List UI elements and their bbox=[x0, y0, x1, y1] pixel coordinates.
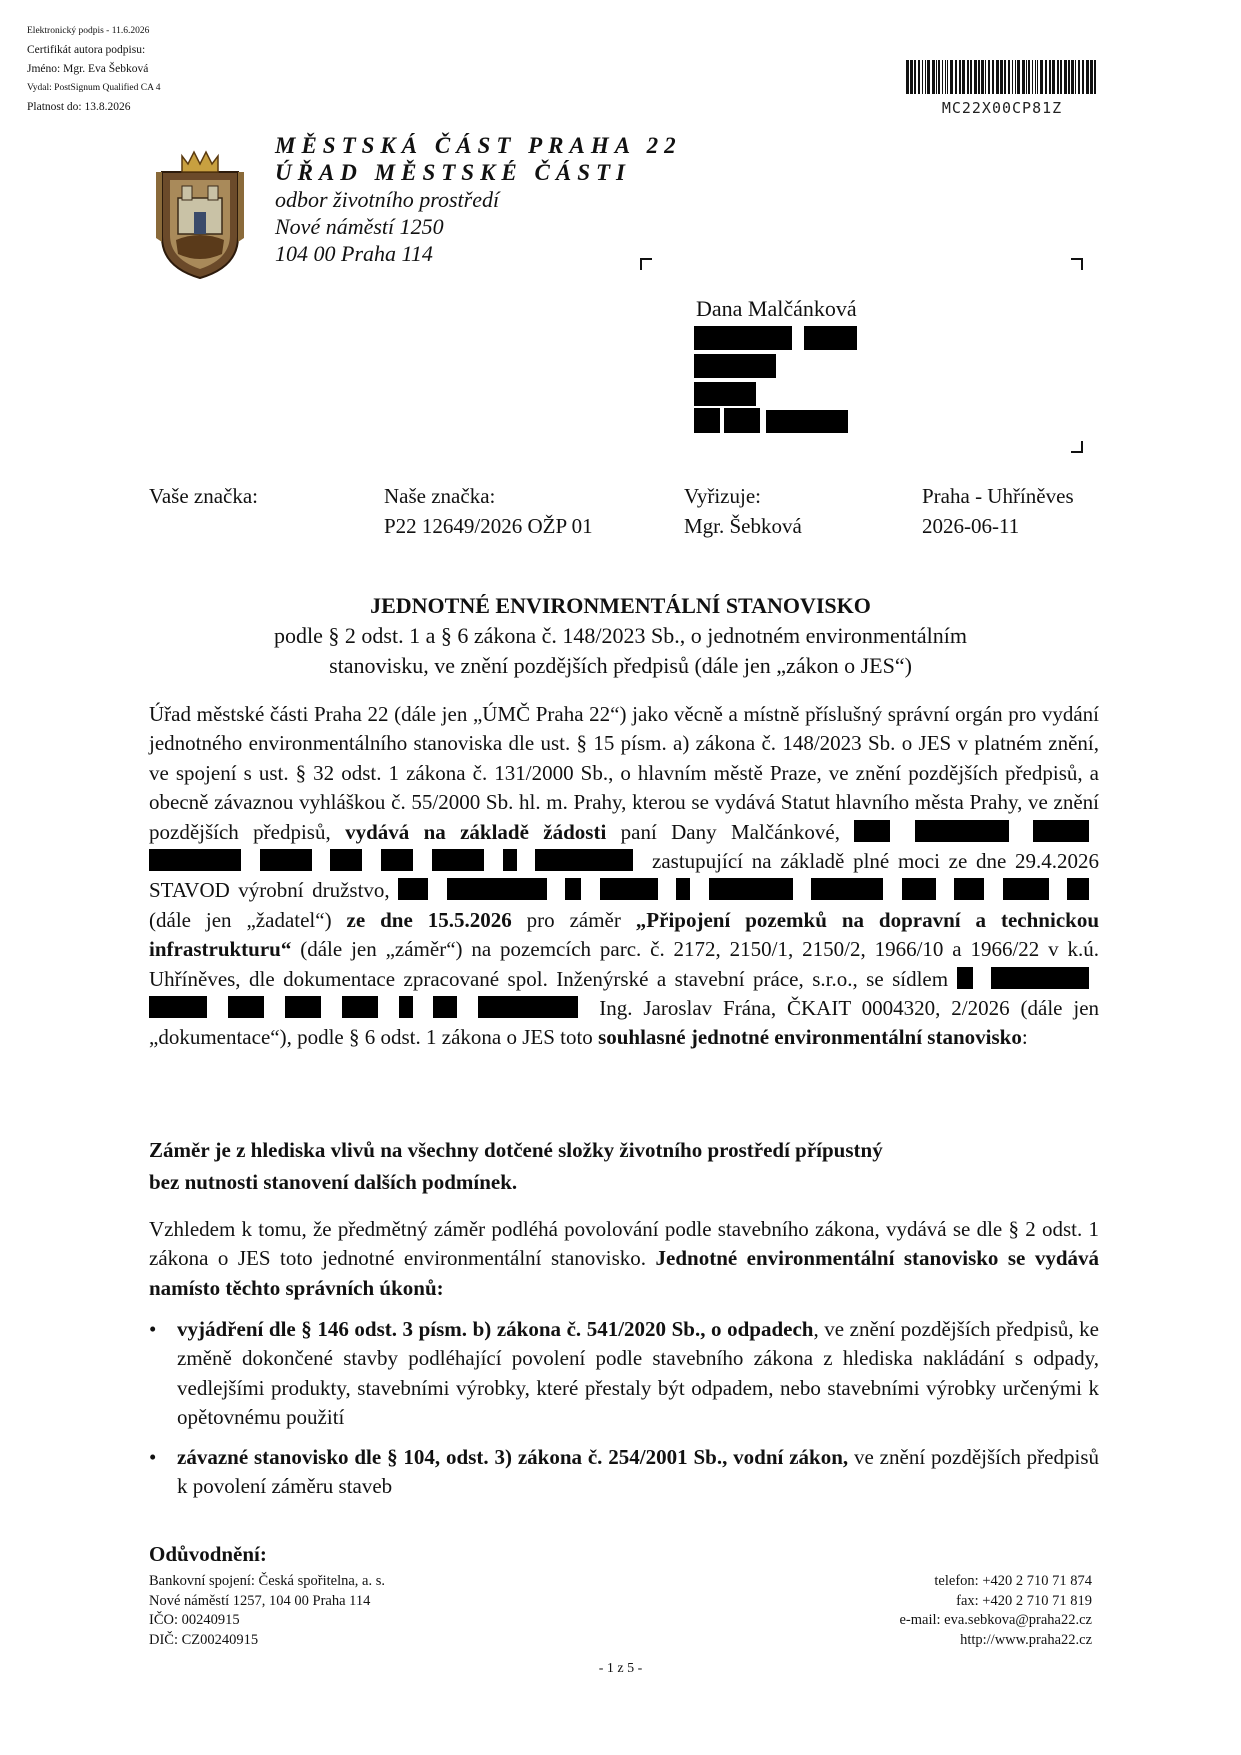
office-department: odbor životního prostředí bbox=[275, 187, 500, 212]
barcode-bar bbox=[918, 60, 920, 94]
list-item bbox=[149, 1443, 1099, 1502]
signature-line: Vydal: PostSignum Qualified CA 4 bbox=[27, 83, 161, 93]
redaction bbox=[709, 878, 793, 900]
bold-text: závazné stanovisko dle § 104, odst. 3) zákona č. 254/2001 Sb., vodní zákon, bbox=[177, 1445, 849, 1469]
barcode-bar bbox=[910, 60, 913, 94]
addressee-name: Dana Malčánková bbox=[696, 296, 857, 321]
redaction bbox=[565, 878, 581, 900]
main-paragraph bbox=[149, 700, 1099, 1053]
our-ref-value: P22 12649/2026 OŽP 01 bbox=[384, 514, 593, 538]
barcode-bar bbox=[1017, 60, 1020, 94]
barcode-bar bbox=[914, 60, 916, 94]
redaction bbox=[957, 967, 973, 989]
barcode-bar bbox=[945, 60, 946, 94]
redaction bbox=[854, 820, 890, 842]
redaction bbox=[399, 996, 413, 1018]
barcode-bar bbox=[1040, 60, 1043, 94]
document-subtitle-line: stanovisku, ve znění pozdějších předpisů (dále jen „zákon o JES“) bbox=[329, 653, 912, 678]
decision-line: bez nutnosti stanovení dalších podmínek. bbox=[149, 1170, 518, 1194]
footer-address: Nové náměstí 1257, 104 00 Praha 114 bbox=[149, 1592, 371, 1609]
barcode-bar bbox=[1026, 60, 1027, 94]
redaction bbox=[676, 878, 690, 900]
barcode-bars bbox=[904, 60, 1100, 94]
signature-line: Jméno: Mgr. Eva Šebková bbox=[27, 63, 149, 75]
barcode-bar bbox=[1082, 60, 1084, 94]
your-ref-label: Vaše značka: bbox=[149, 484, 259, 508]
place: Praha - Uhříněves bbox=[922, 484, 1074, 508]
barcode-bar bbox=[955, 60, 957, 94]
barcode-bar bbox=[1090, 60, 1093, 94]
barcode-bar bbox=[970, 60, 972, 94]
our-ref-label: Naše značka: bbox=[384, 484, 496, 508]
barcode-bar bbox=[988, 60, 990, 94]
barcode-bar bbox=[962, 60, 965, 94]
office-city: 104 00 Praha 114 bbox=[275, 241, 433, 266]
redaction bbox=[398, 878, 428, 900]
redaction bbox=[600, 878, 658, 900]
redaction bbox=[811, 878, 883, 900]
barcode-bar bbox=[1052, 60, 1055, 94]
page-number: - 1 z 5 - bbox=[598, 1661, 643, 1676]
barcode-bar bbox=[906, 60, 909, 94]
address-corner-mark bbox=[1071, 441, 1083, 453]
redaction bbox=[149, 849, 241, 871]
footer-dic: DIČ: CZ00240915 bbox=[149, 1631, 259, 1648]
redaction bbox=[766, 410, 848, 433]
redaction bbox=[915, 820, 1009, 842]
crest-logo bbox=[152, 142, 248, 280]
barcode-bar bbox=[1045, 60, 1047, 94]
address-corner-mark bbox=[1071, 258, 1083, 270]
list-item bbox=[149, 1315, 1099, 1433]
signature-line: Elektronický podpis - 11.6.2026 bbox=[27, 26, 150, 36]
barcode-bar bbox=[1068, 60, 1070, 94]
barcode-bar bbox=[1008, 60, 1010, 94]
barcode-bar bbox=[996, 60, 999, 94]
redaction bbox=[228, 996, 264, 1018]
redaction bbox=[1033, 820, 1089, 842]
paragraph-text: zastupující na základě plné moci ze dne 29.4.2026 STAVOD výrobní družstvo, bbox=[149, 849, 1100, 903]
barcode-bar bbox=[978, 60, 980, 94]
barcode-bar bbox=[1000, 60, 1003, 94]
barcode-bar bbox=[1086, 60, 1089, 94]
barcode-bar bbox=[967, 60, 969, 94]
barcode-bar bbox=[1064, 60, 1067, 94]
office-header bbox=[275, 132, 682, 267]
bullet: • bbox=[149, 1445, 157, 1469]
document-subtitle-line: podle § 2 odst. 1 a § 6 zákona č. 148/2023 Sb., o jednotném environmentálním bbox=[274, 623, 967, 648]
footer-web[interactable]: http://www.praha22.cz bbox=[960, 1631, 1092, 1648]
paragraph-text: pro záměr bbox=[526, 907, 621, 932]
paragraph-text: (dále jen „žadatel“) bbox=[149, 907, 332, 932]
office-name: MĚSTSKÁ ČÁST PRAHA 22 bbox=[275, 133, 682, 158]
bullet: • bbox=[149, 1317, 157, 1341]
barcode-bar bbox=[1075, 60, 1076, 94]
barcode-text: MC22X00CP81Z bbox=[941, 99, 1063, 117]
decision-statement bbox=[149, 1134, 1099, 1198]
redaction bbox=[694, 408, 720, 433]
barcode-bar bbox=[985, 60, 986, 94]
paragraph-text: , ve znění pozdějších předpisů, ke změně dokončené stavby podléhající povolení podle stavebního zákona z hlediska nakládání s odpady, vedlejšími produkty, stavebními výrobky, které přestaly být odpadem, nebo stavebními výrobky určenými k opětovnému použití bbox=[177, 1317, 1099, 1430]
redaction bbox=[381, 849, 413, 871]
list-item-text bbox=[177, 1443, 1099, 1502]
footer-bank: Bankovní spojení: Česká spořitelna, a. s. bbox=[149, 1573, 385, 1589]
barcode-bar bbox=[959, 60, 961, 94]
barcode-bar bbox=[1032, 60, 1033, 94]
redaction bbox=[535, 849, 633, 871]
bold-text: vydává na základě žádosti bbox=[345, 819, 607, 844]
redaction bbox=[694, 326, 792, 350]
redaction bbox=[1067, 878, 1089, 900]
barcode-bar bbox=[1004, 60, 1006, 94]
redaction bbox=[447, 878, 547, 900]
handled-by-value: Mgr. Šebková bbox=[684, 514, 802, 538]
decision-line: Záměr je z hlediska vlivů na všechny dotčené složky životního prostředí přípustný bbox=[149, 1138, 883, 1162]
date: 2026-06-11 bbox=[922, 514, 1020, 538]
paragraph-text: paní Dany Malčánkové, bbox=[620, 819, 840, 844]
barcode-bar bbox=[1078, 60, 1080, 94]
footer-phone: telefon: +420 2 710 71 874 bbox=[934, 1573, 1092, 1589]
barcode-bar bbox=[992, 60, 994, 94]
redaction bbox=[503, 849, 517, 871]
paragraph-text: Úřad městské části Praha 22 (dále jen „ÚMČ Praha 22“) jako věcně a místně příslušný správní orgán pro vydání jednotného environmentálního stanoviska dle ust. § 15 písm. a) zákona č. 148/2023 Sb. o JES v platném znění, ve spojení s ust. § 32 odst. 1 zákona č. 131/2000 Sb., o hlavním městě Praze, ve znění pozdějších předpisů, a obecně závaznou vyhláškou č. 55/2000 Sb. hl. m. Prahy, kterou se vydává Statut hlavního města Prahy, ve znění pozdějších předpisů, bbox=[149, 702, 1099, 844]
barcode-bar bbox=[936, 60, 937, 94]
document-title: JEDNOTNÉ ENVIRONMENTÁLNÍ STANOVISKO bbox=[370, 593, 871, 618]
redaction bbox=[902, 878, 936, 900]
redaction bbox=[149, 996, 207, 1018]
justification-heading: Odůvodnění: bbox=[149, 1542, 267, 1566]
barcode-bar bbox=[947, 60, 948, 94]
barcode-bar bbox=[1049, 60, 1051, 94]
footer-fax: fax: +420 2 710 71 819 bbox=[956, 1592, 1092, 1609]
redaction bbox=[432, 849, 484, 871]
barcode-bar bbox=[981, 60, 984, 94]
redaction bbox=[804, 326, 857, 350]
footer-left bbox=[149, 1572, 385, 1650]
redaction bbox=[260, 849, 312, 871]
redaction bbox=[991, 967, 1089, 989]
project-name: „Připojení pozemků na dopravní a technickou infrastrukturu“ bbox=[149, 907, 1099, 962]
paragraph-text: Ing. Jaroslav Frána, ČKAIT 0004320, 2/2026 (dále jen „dokumentace“), podle § 6 odst. 1 zákona o JES toto bbox=[149, 996, 1100, 1050]
signature-block bbox=[27, 22, 161, 117]
redaction bbox=[694, 382, 756, 406]
footer-ico: IČO: 00240915 bbox=[149, 1612, 240, 1628]
barcode-bar bbox=[1060, 60, 1062, 94]
barcode-bar bbox=[1071, 60, 1074, 94]
barcode-bar bbox=[942, 60, 943, 94]
barcode-bar bbox=[1028, 60, 1030, 94]
barcode-bar bbox=[1037, 60, 1038, 94]
redaction bbox=[478, 996, 578, 1018]
barcode-bar bbox=[932, 60, 935, 94]
redaction bbox=[724, 408, 760, 433]
barcode-bar bbox=[938, 60, 940, 94]
address-corner-mark bbox=[640, 258, 652, 270]
footer-email[interactable]: e-mail: eva.sebkova@praha22.cz bbox=[899, 1612, 1092, 1628]
barcode-bar bbox=[1012, 60, 1013, 94]
barcode-bar bbox=[974, 60, 977, 94]
barcode-bar bbox=[925, 60, 926, 94]
paragraph-text: Vzhledem k tomu, že předmětný záměr podléhá povolování podle stavebního zákona, vydává se dle § 2 odst. 1 zákona o JES toto jednotné environmentální stanovisko. bbox=[149, 1217, 1099, 1271]
redaction bbox=[342, 996, 378, 1018]
list-item-text bbox=[177, 1315, 1099, 1433]
second-paragraph bbox=[149, 1215, 1099, 1303]
barcode-bar bbox=[927, 60, 930, 94]
footer-right bbox=[899, 1572, 1092, 1650]
bold-text: Jednotné environmentální stanovisko se vydává namísto těchto správních úkonů: bbox=[149, 1246, 1099, 1300]
paragraph-text: ve znění pozdějších předpisů k povolení záměru staveb bbox=[177, 1445, 1099, 1499]
paragraph-text: : bbox=[1021, 1025, 1028, 1050]
redaction bbox=[330, 849, 362, 871]
barcode-bar bbox=[1035, 60, 1036, 94]
barcode bbox=[904, 60, 1100, 117]
bold-text: vyjádření dle § 146 odst. 3 písm. b) zákona č. 541/2020 Sb., o odpadech bbox=[177, 1317, 814, 1341]
document-title-block bbox=[0, 591, 1241, 681]
barcode-bar bbox=[1057, 60, 1059, 94]
redaction bbox=[433, 996, 457, 1018]
office-subname: ÚŘAD MĚSTSKÉ ČÁSTI bbox=[275, 160, 631, 185]
barcode-bar bbox=[922, 60, 923, 94]
redaction bbox=[694, 354, 776, 378]
handled-by-label: Vyřizuje: bbox=[684, 484, 761, 508]
redaction bbox=[954, 878, 984, 900]
barcode-bar bbox=[1094, 60, 1096, 94]
signature-line: Platnost do: 13.8.2026 bbox=[27, 101, 131, 113]
paragraph-text: (dále jen „záměr“) na pozemcích parc. č. 2172, 2150/1, 2150/2, 1966/10 a 1966/22 v k.ú. Uhříněves, dle dokumentace zpracované spol. Inženýrské a stavební práce, s.r.o., se sídlem bbox=[149, 937, 1100, 991]
bold-text: ze dne 15.5.2026 bbox=[346, 907, 512, 932]
office-street: Nové náměstí 1250 bbox=[275, 214, 444, 239]
barcode-bar bbox=[1015, 60, 1016, 94]
barcode-bar bbox=[950, 60, 953, 94]
bold-text: souhlasné jednotné environmentální stanovisko bbox=[598, 1025, 1022, 1050]
barcode-bar bbox=[1022, 60, 1025, 94]
signature-line: Certifikát autora podpisu: bbox=[27, 44, 146, 56]
redaction bbox=[285, 996, 321, 1018]
redaction bbox=[1003, 878, 1049, 900]
